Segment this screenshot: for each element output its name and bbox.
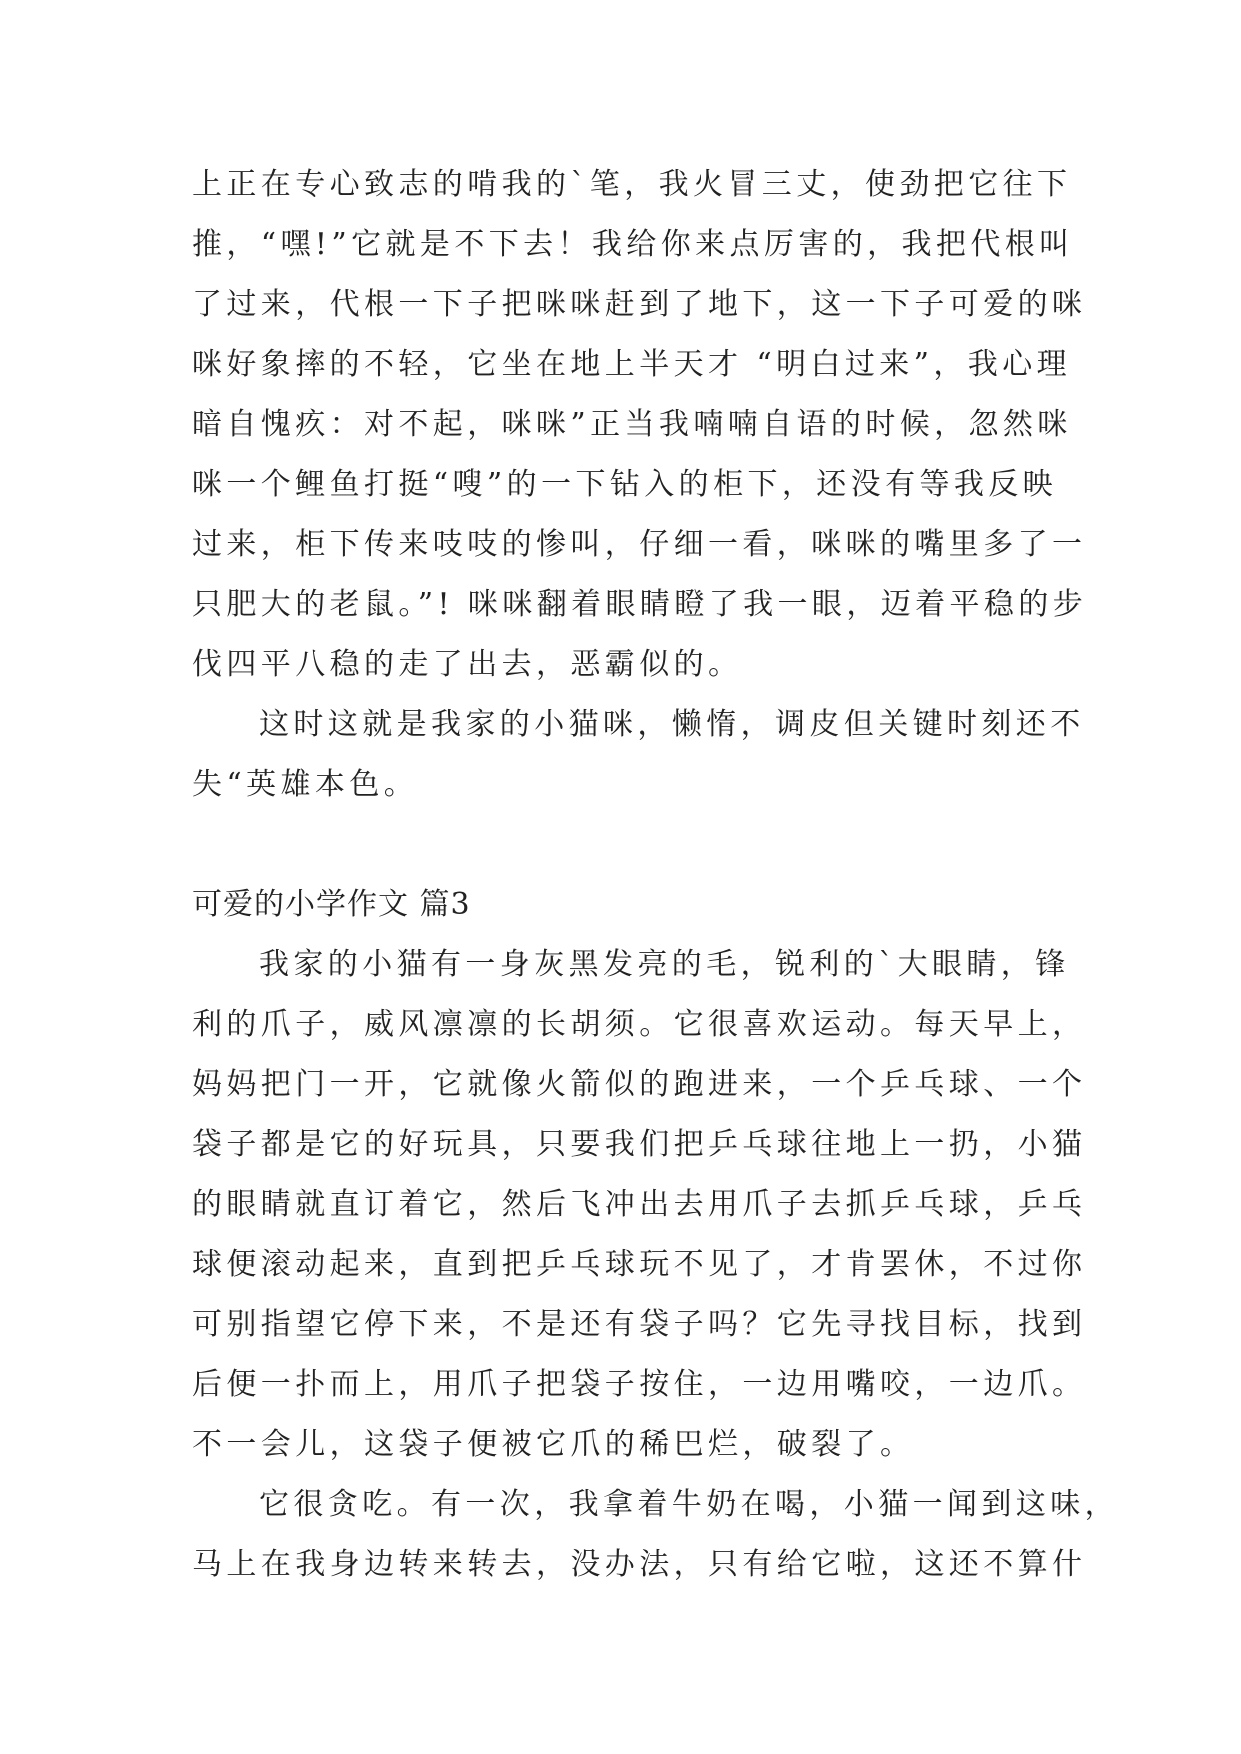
text-line: 球便滚动起来，直到把乒乓球玩不见了，才肯罢休，不过你 [192, 1247, 1087, 1282]
text-line: 暗自愧疚：对不起，咪咪”正当我喃喃自语的时候，忽然咪 [192, 407, 1072, 442]
paragraph-4 [192, 1475, 1119, 1595]
section-gap [192, 815, 1052, 875]
paragraph-1 [192, 155, 1088, 695]
text-line: 妈妈把门一开，它就像火箭似的跑进来，一个乒乓球、一个 [192, 1067, 1087, 1102]
text-line: 可别指望它停下来，不是还有袋子吗？它先寻找目标，找到 [192, 1307, 1087, 1342]
text-line: 上正在专心致志的啃我的`笔，我火冒三丈，使劲把它往下 [192, 167, 1072, 202]
text-line: 我家的小猫有一身灰黑发亮的毛，锐利的`大眼睛，锋 [259, 947, 1070, 982]
text-line: 袋子都是它的好玩具，只要我们把乒乓球往地上一扔，小猫 [192, 1127, 1087, 1162]
text-line: 咪一个鲤鱼打挺“嗖”的一下钻入的柜下，还没有等我反映 [192, 467, 1058, 502]
text-line: 后便一扑而上，用爪子把袋子按住，一边用嘴咬，一边爪。 [192, 1367, 1087, 1402]
text-line: 伐四平八稳的走了出去，恶霸似的。 [192, 647, 743, 682]
text-line: 只肥大的老鼠。”! 咪咪翻着眼睛瞪了我一眼，迈着平稳的步 [192, 587, 1088, 622]
text-line: 咪好象摔的不轻，它坐在地上半天才 “明白过来”，我心理 [192, 347, 1072, 382]
paragraph-2 [192, 695, 1085, 815]
section-heading: 可爱的小学作文 篇3 [192, 887, 471, 922]
text-line: 了过来，代根一下子把咪咪赶到了地下，这一下子可爱的咪 [192, 287, 1087, 322]
paragraph-3 [192, 935, 1087, 1475]
text-line: 推，“嘿!”它就是不下去！我给你来点厉害的，我把代根叫 [192, 227, 1074, 262]
text-line: 失“英雄本色。 [192, 767, 419, 802]
text-line: 过来，柜下传来吱吱的惨叫，仔细一看，咪咪的嘴里多了一 [192, 527, 1087, 562]
text-line: 马上在我身边转来转去，没办法，只有给它啦，这还不算什 [192, 1547, 1087, 1582]
text-line: 它很贪吃。有一次，我拿着牛奶在喝，小猫一闻到这味， [259, 1487, 1119, 1522]
text-line: 这时这就是我家的小猫咪，懒惰，调皮但关键时刻还不 [259, 707, 1085, 742]
text-line: 的眼睛就直订着它，然后飞冲出去用爪子去抓乒乓球，乒乓 [192, 1187, 1087, 1222]
text-line: 利的爪子，威风凛凛的长胡须。它很喜欢运动。每天早上， [192, 1007, 1087, 1042]
document-page [192, 155, 1119, 1595]
text-line: 不一会儿，这袋子便被它爪的稀巴烂，破裂了。 [192, 1427, 915, 1462]
